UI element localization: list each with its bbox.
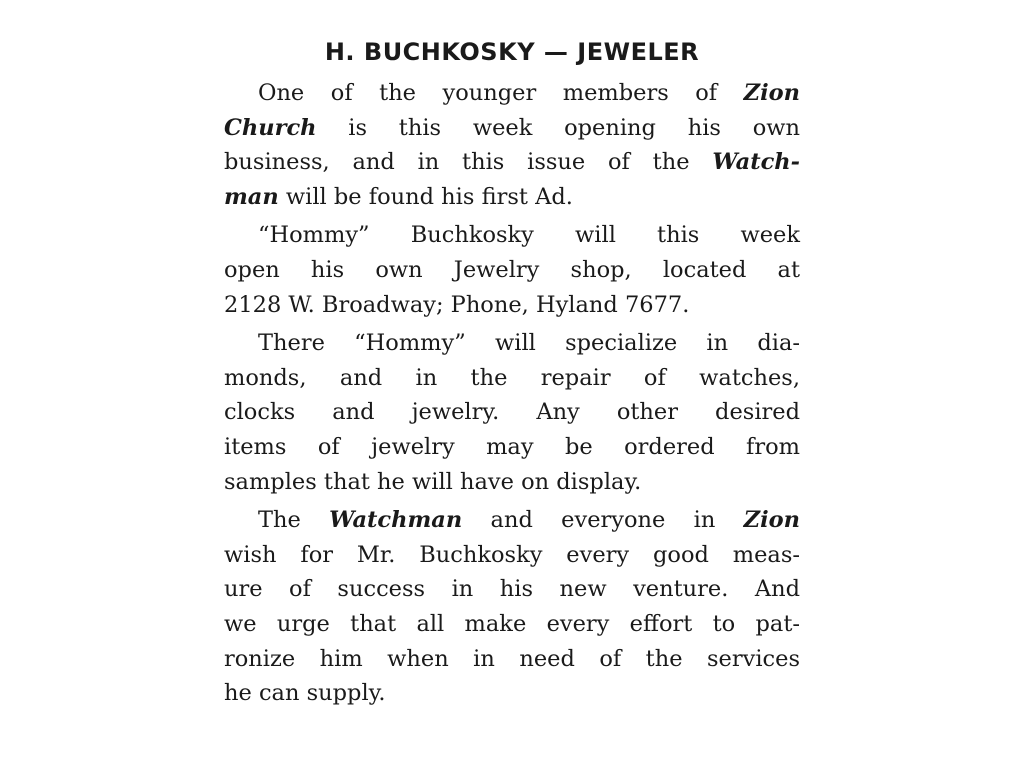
text-line: ure of success in his new venture. And	[224, 576, 800, 603]
article-paragraph	[224, 326, 800, 499]
newspaper-clipping	[224, 34, 800, 715]
italic-text: Zion	[743, 80, 800, 106]
text-line: monds, and in the repair of watches,	[224, 364, 800, 391]
italic-text: Zion	[743, 507, 801, 534]
text-line: “Hommy” Buchkosky will this week	[258, 222, 800, 249]
text-line: we urge that all make every effort to pat-	[224, 610, 800, 637]
article-headline: H. BUCHKOSKY — JEWELER	[324, 38, 700, 66]
text-line: samples that he will have on display.	[224, 468, 642, 495]
text-line: man will be found his first Ad.	[224, 183, 573, 210]
article-paragraph	[224, 503, 800, 711]
text-line: Church is this week opening his own	[224, 114, 800, 141]
text-line: open his own Jewelry shop, located at	[224, 256, 800, 283]
text-line: The Watchman and everyone in Zion	[258, 507, 801, 534]
text-line: wish for Mr. Buchkosky every good meas-	[224, 541, 800, 568]
article-paragraph	[224, 76, 800, 214]
italic-text: Church	[224, 114, 317, 141]
text-line: clocks and jewelry. Any other desired	[224, 399, 800, 426]
article-paragraph	[224, 218, 800, 322]
text-line: One of the younger members of Zion	[258, 80, 800, 106]
italic-text: Watch-	[712, 149, 800, 176]
text-line: he can supply.	[224, 680, 386, 707]
article-body	[224, 76, 800, 711]
italic-text: man	[224, 183, 279, 210]
text-line: items of jewelry may be ordered from	[224, 433, 800, 460]
text-line: 2128 W. Broadway; Phone, Hyland 7677.	[224, 291, 690, 318]
italic-text: Watchman	[329, 507, 463, 534]
text-line: There “Hommy” will specialize in dia-	[258, 330, 800, 357]
text-line: ronize him when in need of the services	[224, 645, 800, 672]
text-line: business, and in this issue of the Watch-	[224, 149, 800, 176]
